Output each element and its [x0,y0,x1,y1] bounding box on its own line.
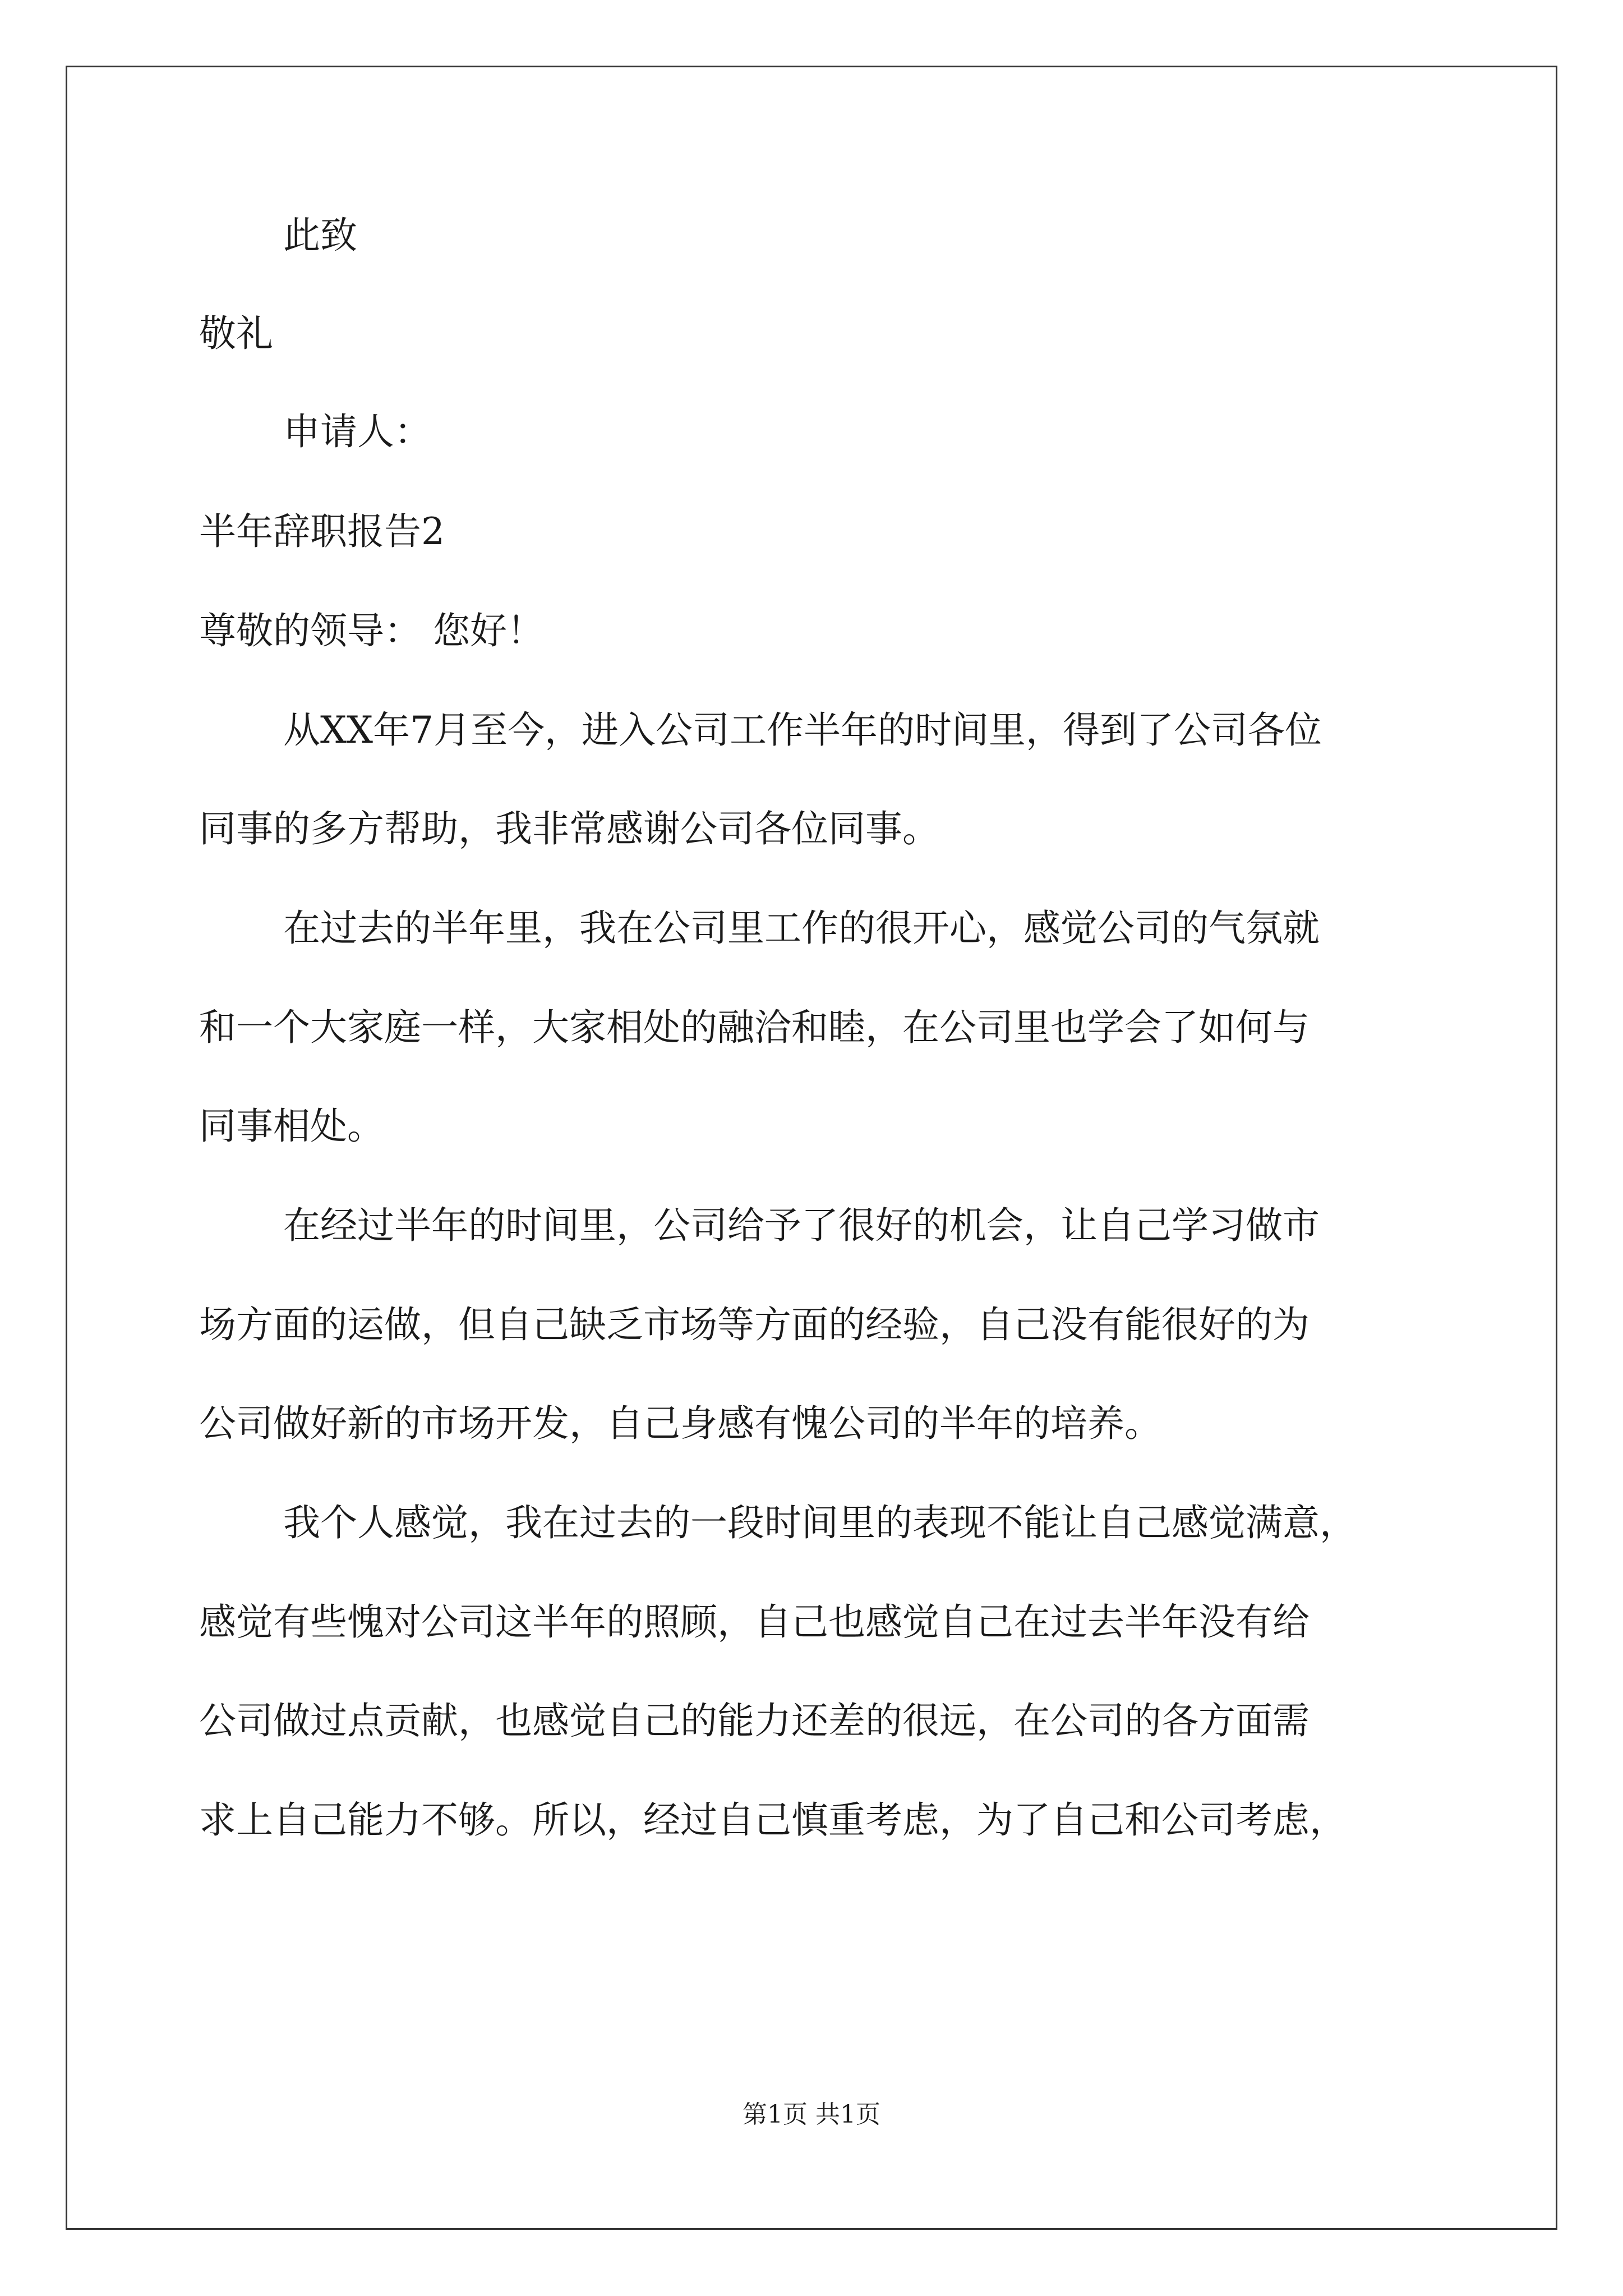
body-line: 和一个大家庭一样，大家相处的融洽和睦，在公司里也学会了如何与 [199,1006,1310,1049]
body-line: 感觉有些愧对公司这半年的照顾，自己也感觉自己在过去半年没有给 [199,1600,1310,1644]
greeting-line: 尊敬的领导： 您好！ [199,609,544,652]
body-line: 场方面的运做，但自己缺乏市场等方面的经验，自己没有能很好的为 [199,1303,1310,1346]
applicant-label: 申请人： [283,410,431,453]
body-line: 在经过半年的时间里，公司给予了很好的机会，让自己学习做市 [283,1204,1320,1247]
body-line: 公司做好新的市场开发，自己身感有愧公司的半年的培养。 [199,1402,1161,1445]
body-line: 从XX年7月至今，进入公司工作半年的时间里，得到了公司各位 [283,708,1322,752]
body-line: 公司做过点贡献，也感觉自己的能力还差的很远，在公司的各方面需 [199,1699,1310,1742]
body-line: 在过去的半年里，我在公司里工作的很开心，感觉公司的气氛就 [283,907,1320,950]
body-line: 我个人感觉，我在过去的一段时间里的表现不能让自己感觉满意， [283,1501,1357,1544]
closing-regards: 敬礼 [199,312,273,355]
page-footer: 第1页 共1页 [743,2100,880,2129]
closing-salutation: 此致 [283,214,357,257]
body-line: 同事的多方帮助，我非常感谢公司各位同事。 [199,807,939,850]
section-title: 半年辞职报告2 [199,510,445,553]
body-line: 同事相处。 [199,1105,384,1148]
body-line: 求上自己能力不够。所以，经过自己慎重考虑，为了自己和公司考虑， [199,1798,1347,1842]
